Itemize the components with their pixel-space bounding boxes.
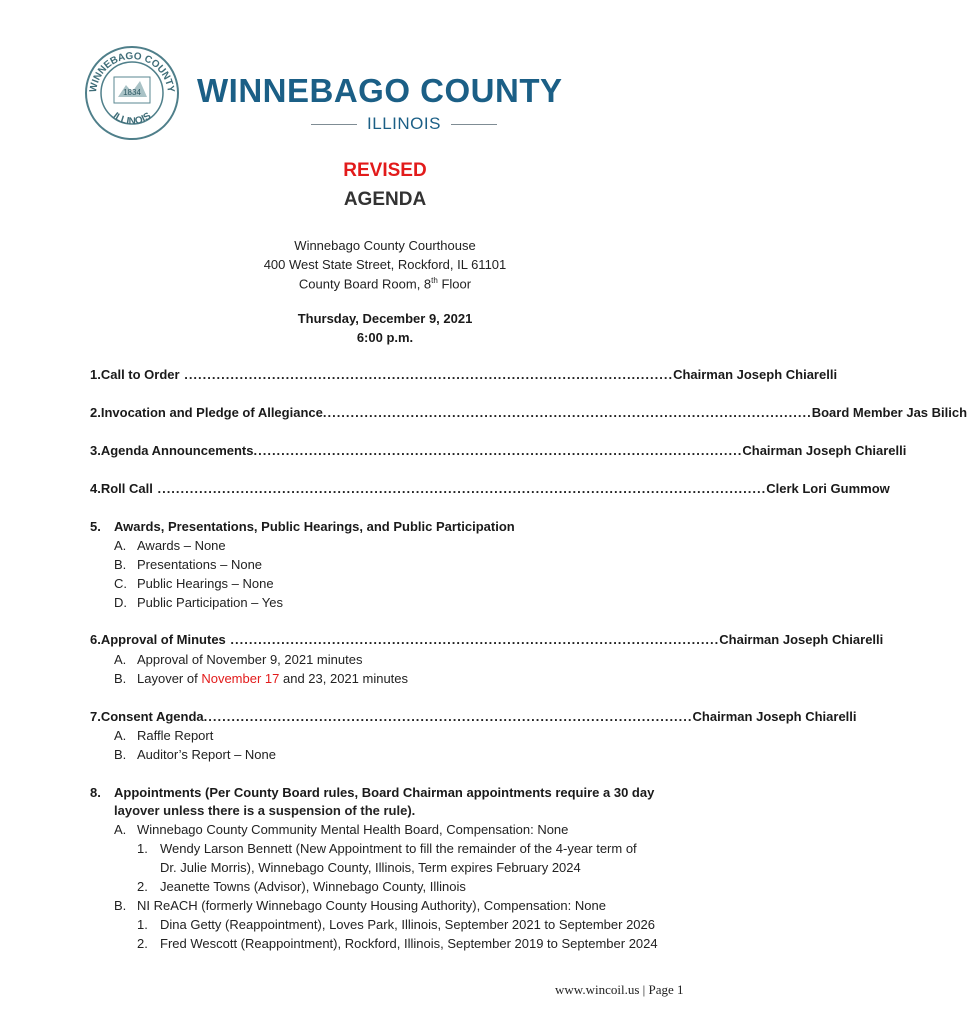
item-5-sub-c: [114, 576, 274, 591]
item-label: Awards, Presentations, Public Hearings, and Public Participation: [114, 519, 515, 534]
brand-subtitle-row: [304, 114, 504, 134]
sub-key: B.: [114, 557, 127, 572]
item-label: Roll Call: [100, 481, 153, 496]
item-label: Approval of Minutes: [100, 632, 226, 647]
item-label: Call to Order: [100, 367, 180, 382]
sub-text: Fred Wescott (Reappointment), Rockford, Illinois, September 2019 to September 2024: [160, 936, 658, 951]
agenda-item-3: [90, 443, 907, 458]
item-6-sub-b: [114, 671, 408, 686]
item-number: 8.: [90, 785, 101, 800]
item-5-sub-d: [114, 595, 283, 610]
revised-label: REVISED: [343, 160, 427, 181]
item-7-sub-a: [114, 728, 213, 743]
sub-key: 2.: [137, 879, 148, 894]
agenda-item-1: [90, 367, 838, 382]
sub-text: Auditor’s Report – None: [137, 747, 276, 762]
agenda-item-7: [90, 709, 857, 724]
sub-key: A.: [114, 538, 127, 553]
sub-text: Winnebago County Community Mental Health Board, Compensation: None: [137, 822, 569, 837]
seal-bottom-text: ILLINOIS: [110, 110, 154, 128]
leader-dots: ..........................................................................................................: [322, 405, 812, 420]
sub-key: B.: [114, 671, 127, 686]
brand-title: WINNEBAGO COUNTY: [197, 72, 563, 109]
sub-text: Presentations – None: [137, 557, 263, 572]
item-presenter: Chairman Joseph Chiarelli: [719, 632, 884, 647]
item-8-sub-a-1-cont: Dr. Julie Morris), Winnebago County, Illinois, Term expires February 2024: [160, 860, 581, 875]
leader-dots: ..........................................................................................................: [225, 632, 720, 647]
item-8-label-line-2: layover unless there is a suspension of the rule).: [114, 803, 416, 818]
revised-date-highlight: November 17: [201, 671, 280, 686]
sub-text: NI ReACH (formerly Winnebago County Housing Authority), Compensation: None: [137, 898, 606, 913]
item-label: Appointments (Per County Board rules, Board Chairman appointments require a 30 day: [114, 785, 655, 800]
leader-dots: ..........................................................................................................: [253, 443, 743, 458]
sub-text: Public Hearings – None: [137, 576, 274, 591]
agenda-item-2: [90, 405, 967, 420]
meeting-time: 6:00 p.m.: [356, 330, 414, 345]
item-presenter: Board Member Jas Bilich: [811, 405, 967, 420]
item-5-sub-b: [114, 557, 262, 572]
item-presenter: Chairman Joseph Chiarelli: [742, 443, 907, 458]
address-room: County Board Room, 8: [298, 276, 432, 292]
address-line-3: [0, 276, 770, 291]
item-number: 5.: [90, 519, 101, 534]
item-number: 6.: [90, 632, 101, 647]
item-number: 1.: [90, 367, 101, 382]
sub-key: D.: [114, 595, 127, 610]
sub-text: Dina Getty (Reappointment), Loves Park, Illinois, September 2021 to September 2026: [160, 917, 655, 932]
sub-key: A.: [114, 652, 127, 667]
divider-right: [451, 124, 497, 125]
sub-text: Wendy Larson Bennett (New Appointment to fill the remainder of the 4-year term of: [160, 841, 637, 856]
svg-text:ILLINOIS: [111, 110, 154, 127]
item-presenter: Chairman Joseph Chiarelli: [692, 709, 857, 724]
county-seal: [84, 45, 180, 141]
item-7-sub-b: [114, 747, 276, 762]
sub-key: 1.: [137, 917, 148, 932]
address-sup: th: [431, 276, 438, 285]
item-number: 4.: [90, 481, 101, 496]
sub-text: Awards – None: [137, 538, 226, 553]
item-presenter: Chairman Joseph Chiarelli: [673, 367, 838, 382]
item-presenter: Clerk Lori Gummow: [766, 481, 890, 496]
meeting-date: Thursday, December 9, 2021: [297, 311, 473, 326]
agenda-item-8: [90, 785, 686, 800]
divider-left: [311, 124, 357, 125]
page-footer: www.wincoil.us | Page 1: [555, 982, 684, 997]
sub-text: Layover of: [137, 671, 202, 686]
agenda-item-4: [90, 481, 890, 496]
item-8-sub-a: [114, 822, 568, 837]
address-line-2: 400 West State Street, Rockford, IL 61101: [263, 257, 507, 272]
leader-dots: ....................................................................................................................................: [152, 481, 767, 496]
leader-dots: ..........................................................................................................: [179, 367, 674, 382]
brand-subtitle: ILLINOIS: [367, 114, 441, 133]
item-6-sub-a: [114, 652, 362, 667]
agenda-item-5: [90, 519, 686, 534]
sub-key: B.: [114, 898, 127, 913]
item-label: Agenda Announcements: [100, 443, 254, 458]
address-line-1: Winnebago County Courthouse: [294, 238, 476, 253]
sub-text: Public Participation – Yes: [137, 595, 283, 610]
sub-text: Approval of November 9, 2021 minutes: [137, 652, 363, 667]
sub-key: B.: [114, 747, 127, 762]
item-number: 3.: [90, 443, 101, 458]
sub-key: 2.: [137, 936, 148, 951]
sub-key: A.: [114, 728, 127, 743]
agenda-title: AGENDA: [343, 189, 427, 210]
seal-year: 1834: [123, 88, 141, 97]
item-8-sub-a-1: [137, 841, 637, 856]
sub-text-tail: and 23, 2021 minutes: [279, 671, 409, 686]
item-8-sub-b-1: [137, 917, 655, 932]
sub-text: Jeanette Towns (Advisor), Winnebago County, Illinois: [160, 879, 466, 894]
sub-text: Raffle Report: [137, 728, 214, 743]
sub-key: A.: [114, 822, 127, 837]
item-8-sub-b-2: [137, 936, 658, 951]
item-number: 2.: [90, 405, 101, 420]
seal-top-text: WINNEBAGO COUNTY: [87, 50, 176, 94]
item-label: Consent Agenda: [100, 709, 204, 724]
sub-key: C.: [114, 576, 127, 591]
item-8-sub-a-2: [137, 879, 466, 894]
item-8-sub-b: [114, 898, 606, 913]
item-label: Invocation and Pledge of Allegiance: [100, 405, 323, 420]
agenda-item-6: [90, 632, 884, 647]
address-floor: Floor: [437, 276, 472, 292]
sub-key: 1.: [137, 841, 148, 856]
item-number: 7.: [90, 709, 101, 724]
item-5-sub-a: [114, 538, 226, 553]
leader-dots: ..........................................................................................................: [203, 709, 693, 724]
